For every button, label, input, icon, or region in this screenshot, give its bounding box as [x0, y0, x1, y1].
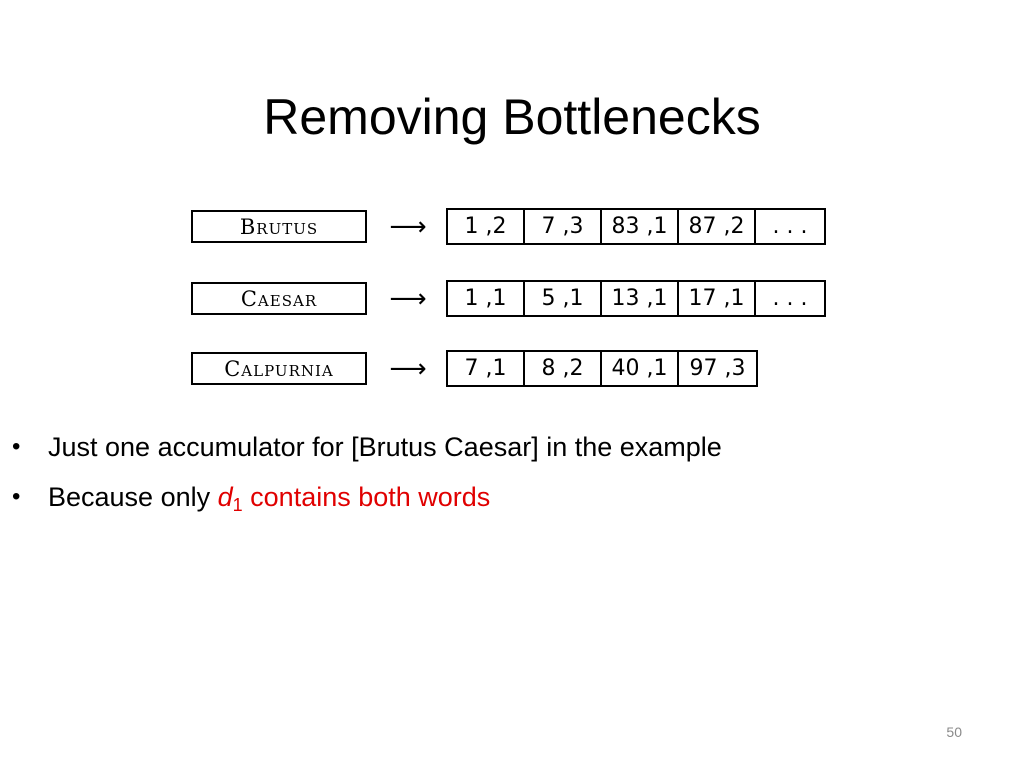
posting-cell: 5 ,1 — [525, 282, 602, 315]
bullet-text-suffix: contains both words — [242, 482, 491, 512]
posting-cell: 17 ,1 — [679, 282, 756, 315]
page-number: 50 — [946, 724, 962, 740]
highlighted-text — [217, 482, 491, 515]
term-box-brutus: Brutus — [191, 210, 367, 243]
bullet-item — [10, 428, 1010, 466]
doc-variable: d — [217, 482, 233, 512]
posting-cell: 83 ,1 — [602, 210, 679, 243]
bullet-icon: • — [12, 483, 21, 510]
posting-cell: 1 ,1 — [448, 282, 525, 315]
bullet-text: Just one accumulator for [Brutus Caesar] in the example — [48, 432, 722, 462]
posting-cell: 13 ,1 — [602, 282, 679, 315]
arrow-icon: ⟶ — [389, 211, 427, 242]
posting-cell: 97 ,3 — [689, 356, 746, 381]
term-box-calpurnia: Calpurnia — [191, 352, 367, 385]
posting-cell: 87 ,2 — [679, 210, 756, 243]
posting-cell: 40 ,1 — [602, 352, 679, 385]
arrow-icon: ⟶ — [389, 353, 427, 384]
posting-cell: 1 ,2 — [448, 210, 525, 243]
bullet-icon: • — [12, 433, 21, 460]
posting-ellipsis: . . . — [772, 214, 808, 239]
term-box-caesar: Caesar — [191, 282, 367, 315]
arrow-icon: ⟶ — [389, 283, 427, 314]
doc-subscript: 1 — [232, 495, 243, 515]
bullet-text-prefix: Because only — [48, 482, 218, 512]
postings-list-brutus — [446, 208, 826, 245]
postings-list-caesar — [446, 280, 826, 317]
posting-cell: 7 ,1 — [448, 352, 525, 385]
posting-cell: 8 ,2 — [525, 352, 602, 385]
slide-title: Removing Bottlenecks — [263, 89, 761, 145]
posting-ellipsis: . . . — [772, 286, 808, 311]
bullet-item — [10, 478, 1010, 524]
postings-list-calpurnia — [446, 350, 758, 387]
bullet-list — [10, 428, 1010, 536]
posting-cell: 7 ,3 — [525, 210, 602, 243]
